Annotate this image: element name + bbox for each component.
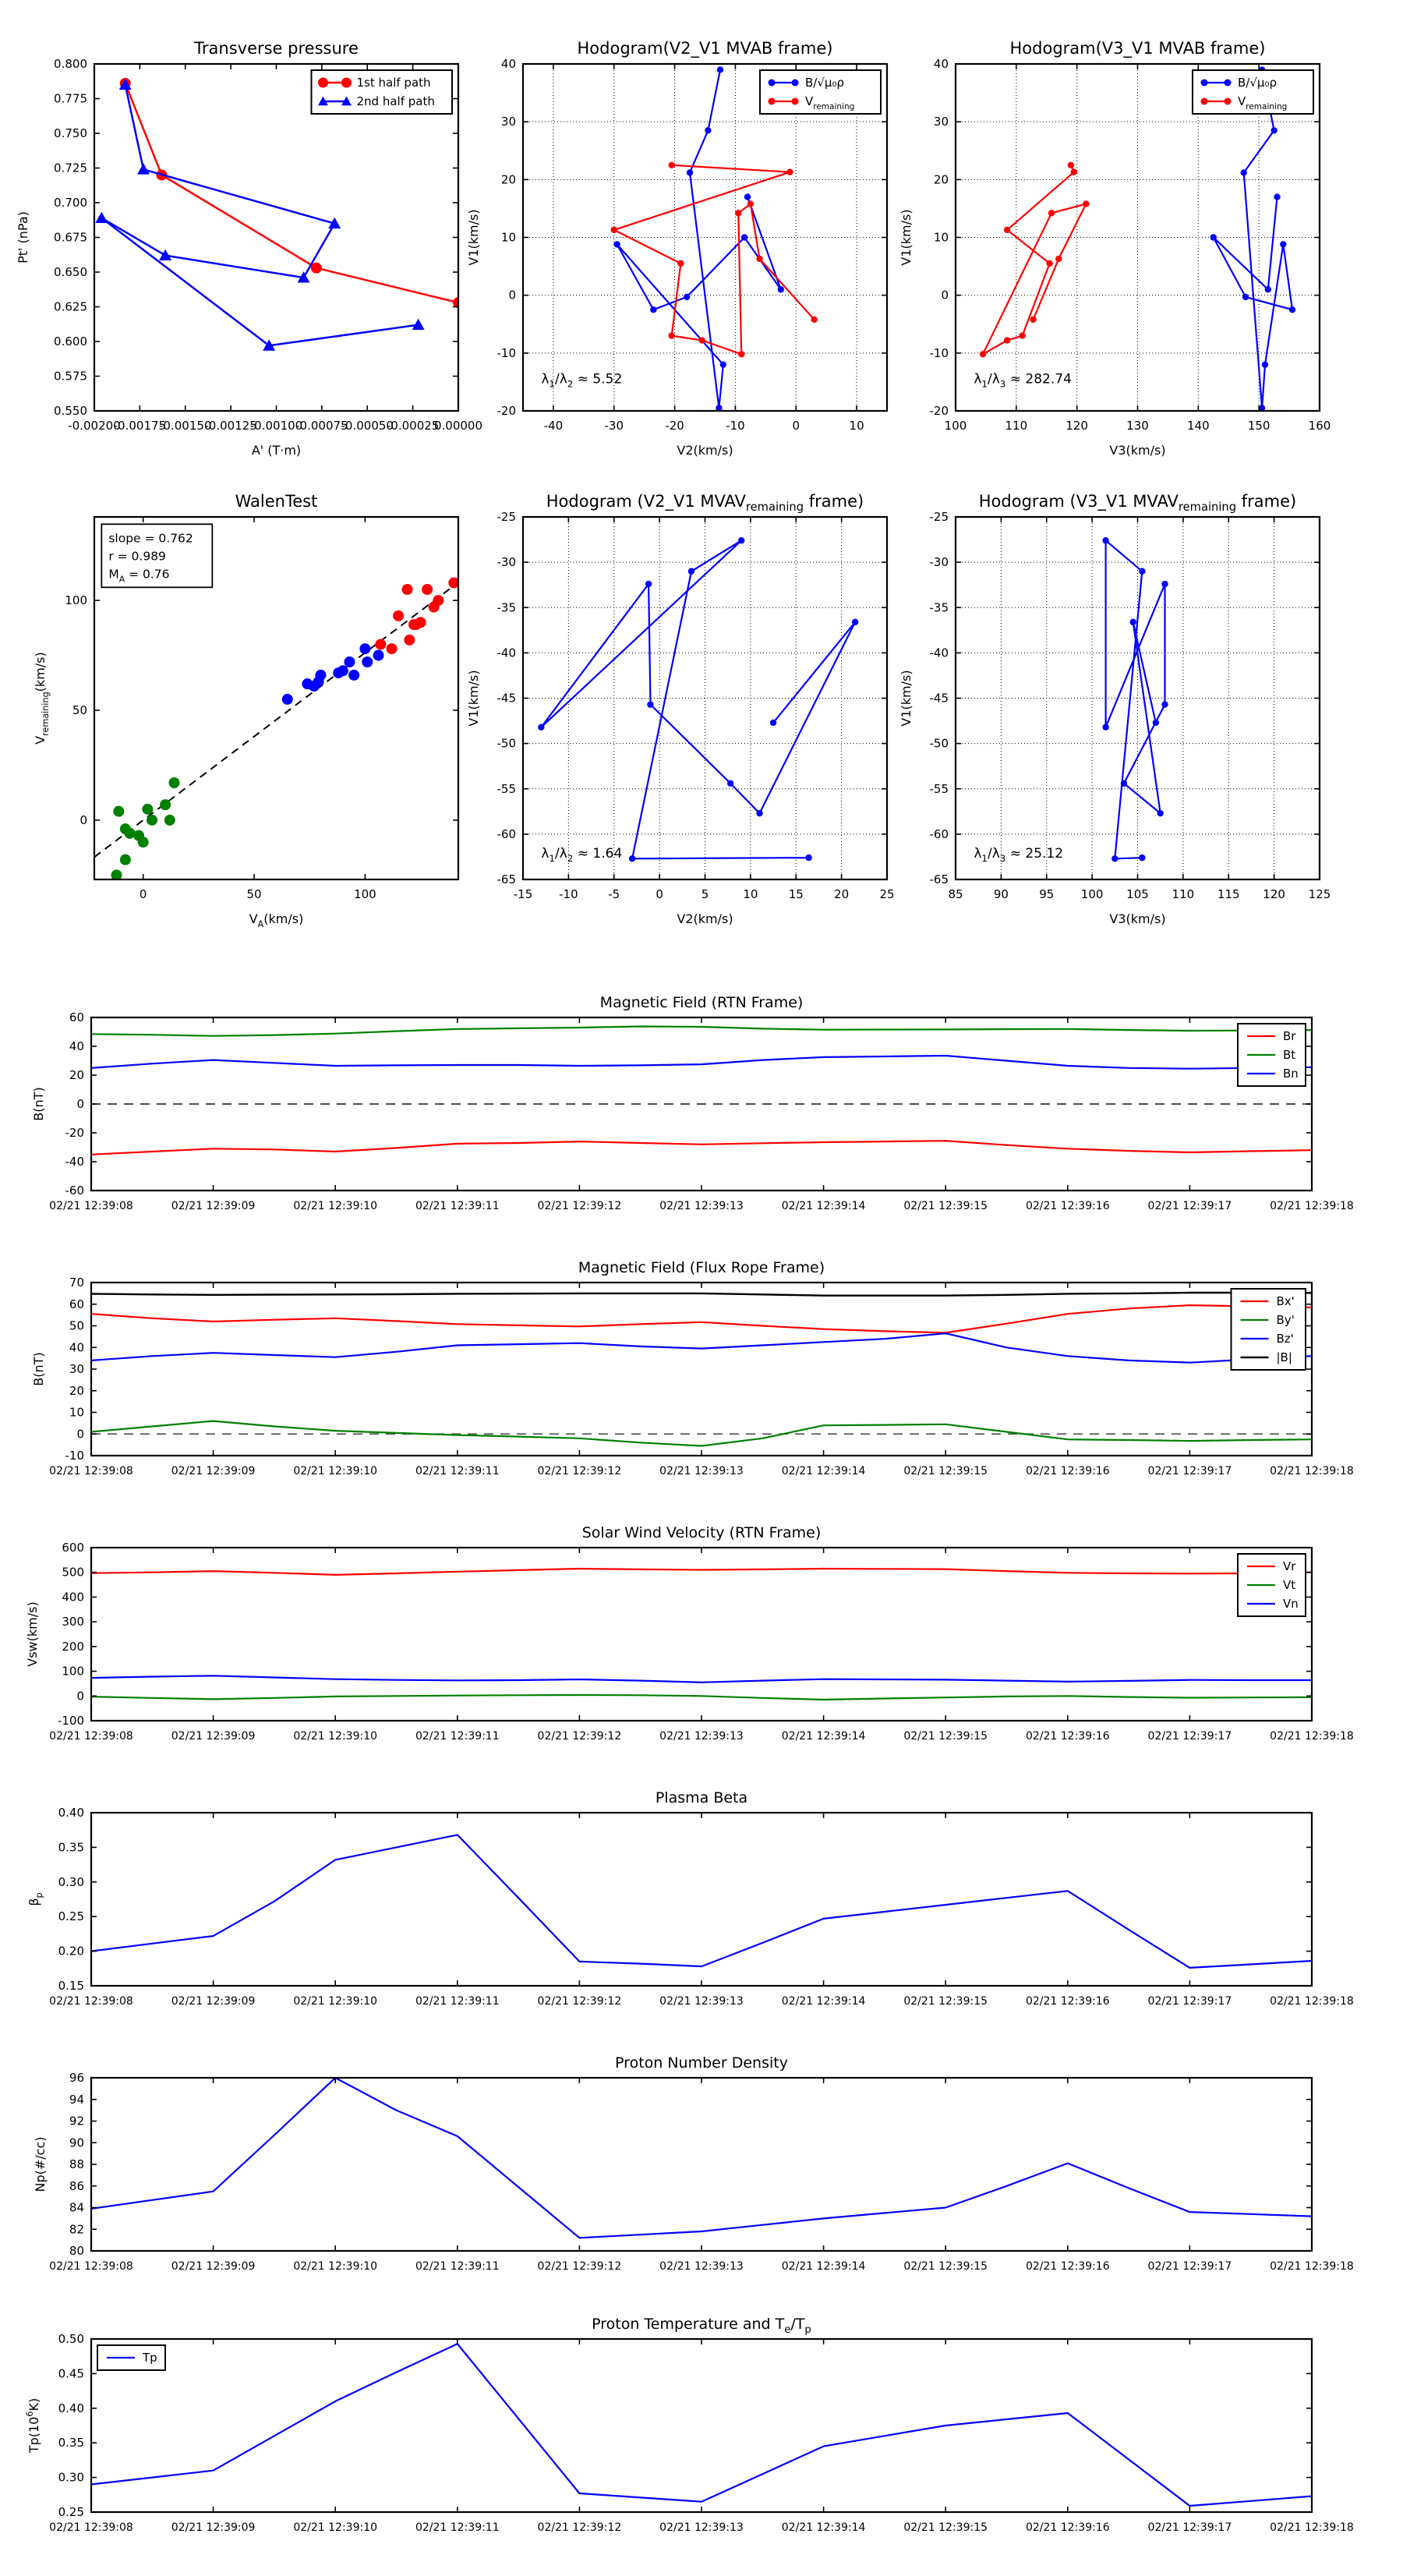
plot-title: Hodogram (V3_V1 $MVAV_{remaining}$ frame)	[978, 492, 1297, 514]
x-tick-label: -0.00200	[68, 419, 121, 433]
y-tick-label: 0	[76, 1689, 84, 1704]
y-tick-label: 0.40	[58, 1806, 84, 1820]
y-tick-label: -40	[929, 646, 949, 660]
y-axis-label: V1(km/s)	[466, 209, 481, 266]
y-tick-label: 200	[62, 1639, 84, 1654]
y-tick-label: -20	[65, 1126, 84, 1140]
x-tick-label: -5	[608, 887, 620, 901]
x-tick-label: 02/21 12:39:08	[49, 2260, 133, 2273]
plot-hodogram-v2v1-mvab	[466, 39, 887, 458]
x-tick-label: 02/21 12:39:08	[49, 1995, 133, 2008]
x-tick-label: 02/21 12:39:09	[171, 2521, 256, 2534]
x-tick-label: 02/21 12:39:08	[49, 1730, 133, 1743]
y-tick-label: 30	[500, 115, 516, 129]
y-axis-label: $\beta_p$	[27, 1892, 44, 1906]
x-tick-label: 15	[788, 887, 804, 901]
y-tick-label: 0.35	[58, 2436, 84, 2450]
y-tick-label: -45	[497, 691, 516, 706]
legend-label: 1st half path	[356, 76, 431, 90]
x-tick-label: 20	[834, 887, 850, 901]
x-tick-label: 02/21 12:39:16	[1025, 2521, 1110, 2534]
axes-background	[94, 64, 458, 411]
y-tick-label: 0.775	[54, 91, 87, 106]
x-tick-label: 0	[656, 887, 663, 901]
x-tick-label: 160	[1308, 419, 1331, 433]
x-tick-label: 10	[849, 419, 864, 433]
x-tick-label: 10	[743, 887, 758, 901]
x-tick-label: 02/21 12:39:17	[1147, 1200, 1232, 1212]
x-tick-label: 02/21 12:39:15	[903, 1995, 988, 2008]
plot-title: Proton Temperature and $T_e/T_p$	[592, 2316, 811, 2336]
plot-plasma-beta	[27, 1789, 1354, 2008]
x-tick-label: -40	[543, 419, 564, 433]
x-tick-label: -10	[559, 887, 578, 901]
y-axis-label: V1(km/s)	[899, 670, 914, 727]
y-tick-label: 40	[500, 57, 516, 71]
x-tick-label: 02/21 12:39:10	[293, 2521, 378, 2534]
x-tick-label: 02/21 12:39:18	[1270, 2260, 1354, 2273]
y-tick-label: 84	[69, 2200, 84, 2215]
y-tick-label: 0.45	[58, 2366, 84, 2381]
info-box-line: r = 0.989	[108, 549, 166, 564]
plot-title: Transverse pressure	[194, 39, 359, 58]
x-tick-label: 02/21 12:39:10	[293, 1730, 378, 1743]
legend-label: Bz'	[1276, 1332, 1294, 1346]
x-tick-label: 02/21 12:39:10	[293, 1465, 378, 1477]
y-tick-label: 600	[62, 1541, 84, 1555]
legend-label: 2nd half path	[356, 94, 435, 108]
plot-title: Hodogram(V3_V1 MVAB frame)	[1009, 39, 1266, 58]
y-tick-label: 20	[933, 172, 949, 187]
x-tick-label: 02/21 12:39:14	[781, 1995, 866, 2008]
y-tick-label: 50	[72, 703, 87, 717]
y-tick-label: -30	[929, 555, 949, 570]
x-tick-label: 140	[1187, 419, 1210, 433]
plot-transverse-pressure	[16, 39, 482, 458]
x-tick-label: 02/21 12:39:11	[415, 1995, 500, 2008]
plot-proton-density	[33, 2054, 1354, 2273]
y-tick-label: -60	[929, 826, 949, 841]
plot-title: Proton Number Density	[615, 2054, 788, 2072]
y-tick-label: -10	[65, 1449, 84, 1463]
x-tick-label: 02/21 12:39:14	[781, 2521, 866, 2534]
x-tick-label: 02/21 12:39:11	[415, 1730, 500, 1743]
x-tick-label: 02/21 12:39:10	[293, 1200, 378, 1212]
y-tick-label: 0.30	[58, 1874, 84, 1889]
x-axis-label: V3(km/s)	[1109, 911, 1166, 926]
x-tick-label: 02/21 12:39:18	[1270, 1730, 1354, 1743]
axes-background	[91, 2339, 1312, 2512]
x-axis-label: V2(km/s)	[677, 911, 733, 926]
x-tick-label: -0.00025	[386, 419, 440, 433]
x-tick-label: 02/21 12:39:13	[659, 2521, 744, 2534]
y-tick-label: -100	[57, 1714, 84, 1728]
x-tick-label: 115	[1217, 887, 1240, 901]
x-tick-label: -0.00100	[249, 419, 303, 433]
plot-title: Hodogram(V2_V1 MVAB frame)	[577, 39, 833, 58]
x-tick-label: -30	[604, 419, 624, 433]
x-tick-label: -0.00150	[159, 419, 212, 433]
x-axis-label: $V_A(km/s)$	[249, 911, 304, 929]
x-tick-label: 02/21 12:39:08	[49, 1465, 133, 1477]
x-tick-label: 02/21 12:39:13	[659, 1200, 744, 1212]
x-tick-label: 105	[1126, 887, 1149, 901]
y-tick-label: 0	[508, 288, 516, 303]
y-tick-label: 94	[69, 2092, 84, 2107]
y-tick-label: 0.675	[54, 230, 87, 245]
y-axis-label: V1(km/s)	[899, 209, 914, 266]
y-tick-label: 0	[76, 1097, 84, 1111]
x-tick-label: 0	[139, 887, 147, 901]
legend-label: Tp	[143, 2351, 157, 2365]
y-tick-label: 500	[62, 1565, 84, 1580]
y-tick-label: 400	[62, 1590, 84, 1605]
y-tick-label: -20	[497, 404, 516, 418]
y-tick-label: 0.25	[58, 1909, 84, 1924]
x-tick-label: 02/21 12:39:16	[1025, 1730, 1110, 1743]
y-tick-label: 40	[69, 1039, 84, 1053]
y-tick-label: -65	[497, 872, 516, 886]
legend	[97, 2345, 165, 2370]
legend	[312, 70, 453, 114]
x-tick-label: 02/21 12:39:18	[1270, 1995, 1354, 2008]
y-tick-label: 20	[500, 172, 516, 187]
y-tick-label: 80	[69, 2244, 84, 2258]
y-tick-label: -50	[497, 736, 516, 751]
y-tick-label: 0.700	[54, 196, 87, 210]
x-tick-label: 02/21 12:39:15	[903, 1465, 988, 1477]
plot-sw-velocity	[25, 1524, 1354, 1743]
x-tick-label: 02/21 12:39:14	[781, 1730, 866, 1743]
y-tick-label: -30	[497, 555, 516, 570]
x-tick-label: 100	[1080, 887, 1104, 901]
info-box-line: slope = 0.762	[108, 531, 193, 546]
y-axis-label: Np(#/cc)	[33, 2136, 48, 2192]
y-tick-label: -60	[497, 826, 516, 841]
x-tick-label: 02/21 12:39:17	[1147, 1730, 1232, 1743]
legend-label: Vt	[1283, 1578, 1296, 1592]
x-axis-label: A' (T·m)	[251, 443, 302, 458]
legend-label: |B|	[1276, 1350, 1292, 1364]
legend	[1232, 1289, 1306, 1370]
x-tick-label: 02/21 12:39:16	[1025, 1995, 1110, 2008]
x-tick-label: 02/21 12:39:15	[903, 1730, 988, 1743]
plot-title: Hodogram (V2_V1 $MVAV_{remaining}$ frame)	[546, 492, 864, 514]
y-tick-label: -35	[497, 600, 516, 615]
x-tick-label: 02/21 12:39:10	[293, 2260, 378, 2273]
y-tick-label: 10	[933, 230, 949, 245]
x-tick-label: 0.00000	[433, 419, 483, 433]
x-tick-label: 0	[792, 419, 800, 433]
y-tick-label: 100	[65, 593, 87, 608]
plot-walen-test	[33, 492, 459, 929]
y-tick-label: 92	[69, 2114, 84, 2128]
x-tick-label: -20	[665, 419, 684, 433]
y-tick-label: 0.575	[54, 369, 87, 384]
x-tick-label: 02/21 12:39:17	[1147, 2260, 1232, 2273]
legend-label: Br	[1283, 1029, 1296, 1043]
y-axis-label: Pt' (nPa)	[16, 211, 30, 264]
y-tick-label: 86	[69, 2178, 84, 2193]
y-tick-label: 0.550	[54, 404, 87, 418]
plot-mf-rtn	[31, 994, 1354, 1212]
y-tick-label: 88	[69, 2157, 84, 2171]
x-tick-label: 02/21 12:39:12	[537, 1465, 622, 1477]
y-tick-label: -50	[929, 736, 949, 751]
x-tick-label: 02/21 12:39:08	[49, 1200, 133, 1212]
x-tick-label: 110	[1172, 887, 1195, 901]
x-tick-label: 02/21 12:39:09	[171, 1200, 256, 1212]
plot-title: Magnetic Field (RTN Frame)	[599, 994, 804, 1011]
y-tick-label: 90	[69, 2135, 84, 2150]
y-tick-label: 60	[69, 1010, 84, 1024]
x-tick-label: 02/21 12:39:15	[903, 1200, 988, 1212]
y-tick-label: -65	[929, 872, 949, 886]
y-tick-label: -10	[497, 345, 516, 360]
info-box	[101, 524, 212, 587]
y-tick-label: 0.600	[54, 334, 87, 349]
x-tick-label: 02/21 12:39:09	[171, 1730, 256, 1743]
x-tick-label: 110	[1005, 419, 1028, 433]
annotation: $\lambda_1/\lambda_2 \approx 1.64$	[541, 846, 623, 865]
x-tick-label: 02/21 12:39:14	[781, 1465, 866, 1477]
x-tick-label: 02/21 12:39:18	[1270, 1465, 1354, 1477]
legend-label: B/√μ₀ρ	[805, 76, 844, 90]
legend-label: B/√μ₀ρ	[1238, 76, 1277, 90]
x-tick-label: 02/21 12:39:13	[659, 1730, 744, 1743]
y-tick-label: 0.40	[58, 2401, 84, 2415]
y-tick-label: -35	[929, 600, 949, 615]
x-tick-label: 02/21 12:39:15	[903, 2521, 988, 2534]
y-tick-label: 20	[69, 1383, 84, 1398]
y-tick-label: -55	[497, 781, 516, 796]
y-tick-label: -45	[929, 691, 949, 706]
x-tick-label: 100	[354, 887, 376, 901]
x-tick-label: 02/21 12:39:18	[1270, 2521, 1354, 2534]
x-tick-label: 02/21 12:39:18	[1270, 1200, 1354, 1212]
x-tick-label: 02/21 12:39:11	[415, 1465, 500, 1477]
x-tick-label: 02/21 12:39:17	[1147, 1995, 1232, 2008]
x-tick-label: -0.00075	[295, 419, 348, 433]
x-tick-label: 02/21 12:39:08	[49, 2521, 133, 2534]
y-tick-label: 0.725	[54, 161, 87, 175]
x-tick-label: 25	[879, 887, 895, 901]
x-tick-label: 02/21 12:39:16	[1025, 1200, 1110, 1212]
y-tick-label: -60	[65, 1184, 84, 1198]
plot-title: Magnetic Field (Flux Rope Frame)	[578, 1259, 825, 1276]
legend	[1193, 70, 1313, 114]
y-tick-label: 0.25	[58, 2505, 84, 2519]
y-tick-label: 0.30	[58, 2470, 84, 2485]
x-tick-label: 02/21 12:39:16	[1025, 2260, 1110, 2273]
y-axis-label: B(nT)	[31, 1352, 46, 1386]
x-tick-label: 50	[246, 887, 262, 901]
x-tick-label: -0.00175	[113, 419, 167, 433]
info-box-line: $M_A = 0.76$	[108, 567, 170, 585]
x-tick-label: 02/21 12:39:13	[659, 1995, 744, 2008]
y-tick-label: 30	[933, 115, 949, 129]
legend-label: Bn	[1283, 1067, 1299, 1081]
y-tick-label: -10	[929, 345, 949, 360]
y-tick-label: 0.50	[58, 2332, 84, 2346]
x-axis-label: V2(km/s)	[677, 443, 733, 458]
y-tick-label: 0.15	[58, 1979, 84, 1993]
plot-hodogram-v3v1-mvav	[899, 492, 1331, 926]
x-tick-label: 02/21 12:39:12	[537, 2260, 622, 2273]
x-tick-label: 02/21 12:39:09	[171, 2260, 256, 2273]
x-tick-label: -0.00050	[341, 419, 394, 433]
x-tick-label: 02/21 12:39:14	[781, 1200, 866, 1212]
plot-title: WalenTest	[235, 492, 318, 511]
plot-hodogram-v3v1-mvab	[899, 39, 1331, 458]
x-tick-label: 02/21 12:39:11	[415, 2260, 500, 2273]
x-tick-label: 02/21 12:39:10	[293, 1995, 378, 2008]
y-tick-label: -25	[497, 510, 516, 524]
legend-label: Bt	[1283, 1048, 1296, 1062]
x-tick-label: 02/21 12:39:12	[537, 1200, 622, 1212]
y-tick-label: 0	[941, 288, 949, 303]
x-tick-label: 85	[948, 887, 963, 901]
plot-title: Solar Wind Velocity (RTN Frame)	[581, 1524, 822, 1541]
y-tick-label: 0	[76, 1427, 84, 1442]
y-tick-label: 0	[80, 812, 87, 827]
legend-label: $V_{remaining}$	[1238, 94, 1288, 111]
x-tick-label: 95	[1039, 887, 1055, 901]
y-tick-label: 0.800	[54, 57, 87, 71]
y-tick-label: 82	[69, 2222, 84, 2237]
x-tick-label: 02/21 12:39:16	[1025, 1465, 1110, 1477]
y-tick-label: 10	[500, 230, 516, 245]
plot-hodogram-v2v1-mvav	[466, 492, 895, 926]
x-tick-label: 120	[1066, 419, 1088, 433]
x-tick-label: -0.00125	[204, 419, 257, 433]
y-tick-label: 40	[933, 57, 949, 71]
x-tick-label: 90	[993, 887, 1009, 901]
x-tick-label: 02/21 12:39:11	[415, 1200, 500, 1212]
annotation: $\lambda_1/\lambda_3 \approx 282.74$	[974, 371, 1072, 390]
legend-label: $V_{remaining}$	[805, 94, 855, 111]
x-tick-label: 02/21 12:39:14	[781, 2260, 866, 2273]
y-tick-label: 40	[69, 1340, 84, 1355]
x-tick-label: 02/21 12:39:12	[537, 1730, 622, 1743]
y-axis-label: $Tp(10^6K)$	[25, 2397, 41, 2454]
y-tick-label: -40	[497, 646, 516, 660]
x-axis-label: V3(km/s)	[1109, 443, 1166, 458]
x-tick-label: 02/21 12:39:15	[903, 2260, 988, 2273]
y-tick-label: 0.625	[54, 299, 87, 314]
y-tick-label: 300	[62, 1615, 84, 1629]
axes-background	[91, 2078, 1312, 2251]
y-tick-label: 60	[69, 1297, 84, 1311]
x-tick-label: -15	[513, 887, 533, 901]
x-tick-label: 02/21 12:39:13	[659, 1465, 744, 1477]
y-tick-label: 50	[69, 1318, 84, 1333]
y-tick-label: 0.650	[54, 265, 87, 279]
y-tick-label: 20	[69, 1068, 84, 1082]
x-tick-label: 02/21 12:39:17	[1147, 1465, 1232, 1477]
x-tick-label: 150	[1247, 419, 1270, 433]
x-tick-label: 02/21 12:39:11	[415, 2521, 500, 2534]
x-tick-label: 02/21 12:39:12	[537, 2521, 622, 2534]
x-tick-label: 02/21 12:39:13	[659, 2260, 744, 2273]
x-tick-label: 130	[1126, 419, 1149, 433]
y-tick-label: -55	[929, 781, 949, 796]
legend-label: By'	[1276, 1313, 1295, 1327]
y-tick-label: -20	[929, 404, 949, 418]
annotation: $\lambda_1/\lambda_3 \approx 25.12$	[974, 846, 1064, 865]
y-tick-label: 30	[69, 1362, 84, 1376]
y-tick-label: 0.750	[54, 126, 87, 140]
y-axis-label: $V_{remaining}(km/s)$	[33, 652, 51, 745]
legend	[1238, 1024, 1306, 1086]
plot-title: Plasma Beta	[655, 1789, 748, 1806]
y-axis-label: B(nT)	[31, 1087, 46, 1121]
legend-label: Vn	[1283, 1597, 1299, 1611]
y-tick-label: 0.20	[58, 1944, 84, 1959]
x-tick-label: 02/21 12:39:09	[171, 1995, 256, 2008]
plot-mf-fluxrope	[31, 1259, 1354, 1477]
y-tick-label: -25	[929, 510, 949, 524]
y-tick-label: 100	[62, 1664, 84, 1679]
legend	[1238, 1554, 1306, 1616]
plot-proton-temperature	[25, 2316, 1354, 2534]
y-tick-label: 0.35	[58, 1840, 84, 1855]
y-axis-label: V1(km/s)	[466, 670, 481, 727]
y-tick-label: 96	[69, 2071, 84, 2085]
x-tick-label: 02/21 12:39:17	[1147, 2521, 1232, 2534]
x-tick-label: 100	[944, 419, 967, 433]
x-tick-label: 02/21 12:39:09	[171, 1465, 256, 1477]
x-tick-label: 125	[1308, 887, 1331, 901]
y-tick-label: -40	[65, 1155, 84, 1169]
x-tick-label: 5	[701, 887, 709, 901]
y-axis-label: Vsw(km/s)	[25, 1601, 40, 1667]
y-tick-label: 70	[69, 1276, 84, 1290]
legend-label: Vr	[1283, 1559, 1296, 1573]
x-tick-label: 120	[1263, 887, 1285, 901]
legend-label: Bx'	[1276, 1294, 1295, 1308]
legend	[760, 70, 881, 114]
annotation: $\lambda_1/\lambda_2 \approx 5.52$	[541, 371, 623, 390]
axes-background	[91, 1813, 1312, 1986]
y-tick-label: 10	[69, 1405, 84, 1420]
x-tick-label: 02/21 12:39:12	[537, 1995, 622, 2008]
x-tick-label: -10	[726, 419, 745, 433]
